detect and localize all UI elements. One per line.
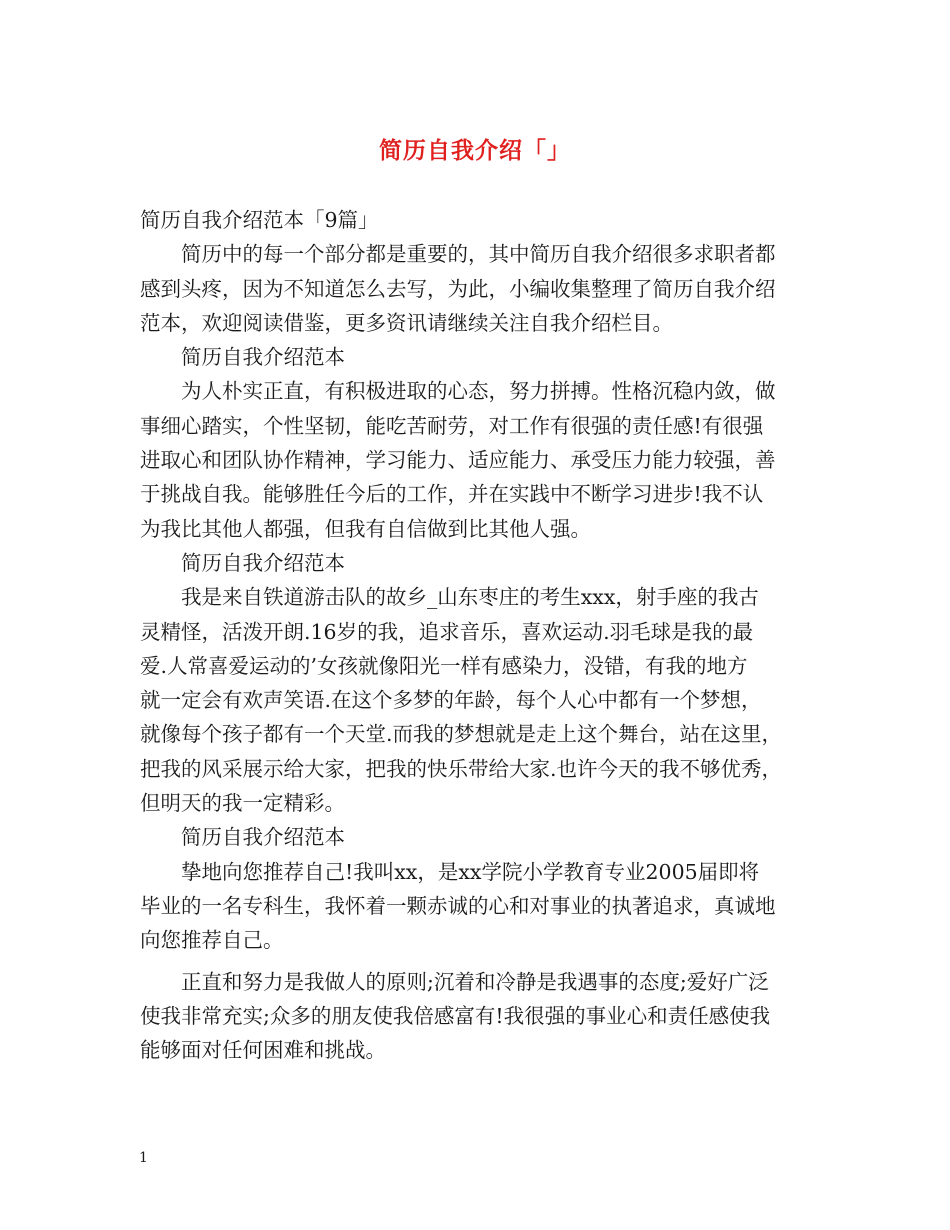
doc-line: 范本，欢迎阅读借鉴，更多资讯请继续关注自我介绍栏目。 <box>140 310 673 335</box>
doc-line: 使我非常充实;众多的朋友使我倍感富有!我很强的事业心和责任感使我 <box>140 1003 771 1028</box>
doc-line: 把我的风采展示给大家，把我的快乐带给大家.也许今天的我不够优秀， <box>140 756 783 781</box>
doc-line: 于挑战自我。能够胜任今后的工作，并在实践中不断学习进步!我不认 <box>140 482 764 507</box>
doc-line: 我是来自铁道游击队的故乡_山东枣庄的考生xxx，射手座的我古 <box>181 585 759 610</box>
doc-line: 事细心踏实，个性坚韧，能吃苦耐劳，对工作有很强的责任感!有很强 <box>140 413 764 438</box>
page-number: 1 <box>139 1150 148 1166</box>
doc-line: 就像每个孩子都有一个天堂.而我的梦想就是走上这个舞台，站在这里， <box>140 722 783 747</box>
doc-line: 正直和努力是我做人的原则;沉着和冷静是我遇事的态度;爱好广泛 <box>181 969 769 994</box>
doc-line: 但明天的我一定精彩。 <box>140 791 345 816</box>
doc-line: 为我比其他人都强，但我有自信做到比其他人强。 <box>140 516 591 541</box>
doc-line: 向您推荐自己。 <box>140 928 284 953</box>
doc-line: 灵精怪，活泼开朗.16岁的我，追求音乐，喜欢运动.羽毛球是我的最 <box>140 619 754 644</box>
doc-line: 毕业的一名专科生，我怀着一颗赤诚的心和对事业的执著追求，真诚地 <box>140 893 776 918</box>
doc-line: 挚地向您推荐自己!我叫xx，是xx学院小学教育专业2005届即将 <box>181 859 760 884</box>
doc-line: 简历中的每一个部分都是重要的，其中简历自我介绍很多求职者都 <box>181 242 776 267</box>
section-heading: 简历自我介绍范本 <box>181 345 345 370</box>
document-body <box>140 203 816 1067</box>
doc-line: 为人朴实正直，有积极进取的心态，努力拼搏。性格沉稳内敛，做 <box>181 379 776 404</box>
section-heading: 简历自我介绍范本 <box>181 825 345 850</box>
doc-line: 进取心和团队协作精神，学习能力、适应能力、承受压力能力较强，善 <box>140 448 776 473</box>
doc-line: 就一定会有欢声笑语.在这个多梦的年龄，每个人心中都有一个梦想， <box>140 688 762 713</box>
section-heading: 简历自我介绍范本 <box>181 550 345 575</box>
doc-line: 爱.人常喜爱运动的’女孩就像阳光一样有感染力，没错，有我的地方 <box>140 653 748 678</box>
paragraph-gap <box>140 958 816 965</box>
document-title: 简历自我介绍「」 <box>379 137 571 164</box>
doc-line: 简历自我介绍范本「9篇」 <box>140 208 379 232</box>
doc-line: 能够面对任何困难和挑战。 <box>140 1038 386 1063</box>
doc-line: 感到头疼，因为不知道怎么去写，为此，小编收集整理了简历自我介绍 <box>140 276 776 301</box>
